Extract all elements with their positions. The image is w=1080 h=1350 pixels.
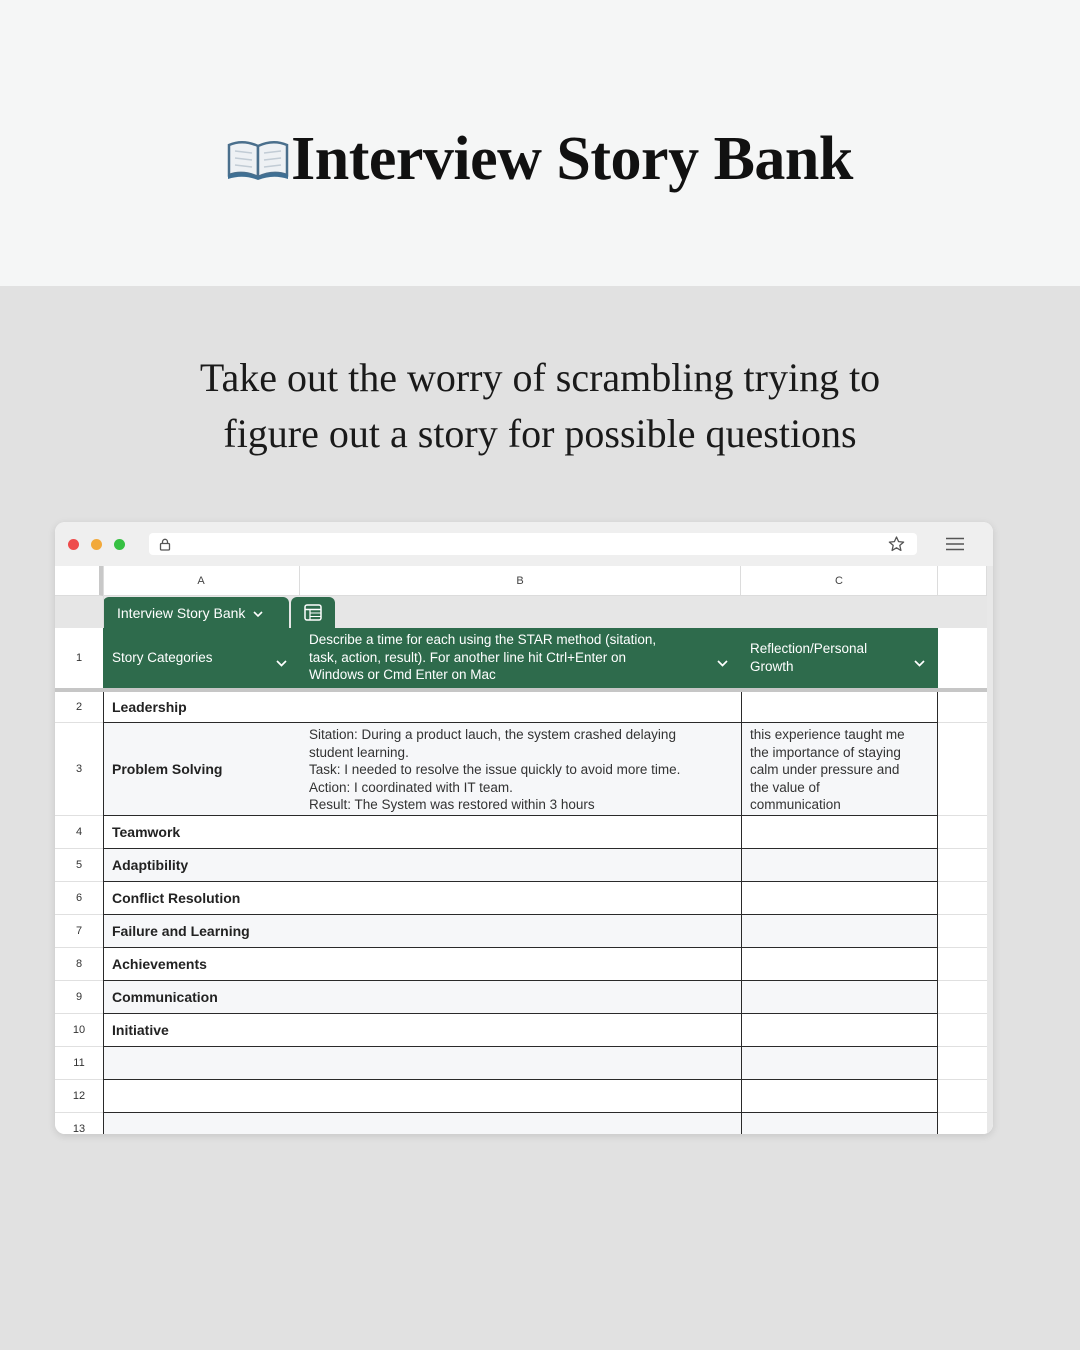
reflection-line: this experience taught me <box>750 727 905 742</box>
table-row[interactable] <box>103 1047 938 1080</box>
category-cell: Leadership <box>112 699 187 715</box>
reflection-line: the importance of staying <box>750 744 901 760</box>
table-row[interactable] <box>103 1080 938 1113</box>
chevron-down-icon[interactable] <box>914 654 925 672</box>
table-view-button[interactable] <box>291 597 335 628</box>
row-number[interactable]: 5 <box>75 859 83 871</box>
row-number[interactable]: 10 <box>72 1024 86 1036</box>
star-line: Sitation: During a product lauch, the system crashed delaying <box>309 727 676 742</box>
minimize-window-button[interactable] <box>91 539 102 550</box>
header-label-line: Reflection/Personal <box>750 641 868 656</box>
table-row[interactable] <box>103 915 938 948</box>
row-number[interactable]: 8 <box>75 958 83 970</box>
column-header-c[interactable]: C <box>741 566 938 596</box>
select-all-corner[interactable] <box>55 566 103 596</box>
table-row[interactable] <box>103 1014 938 1047</box>
chevron-down-icon <box>253 605 263 621</box>
hero-banner <box>0 0 1080 286</box>
category-cell: Teamwork <box>112 824 181 840</box>
header-cell-reflection[interactable] <box>741 628 938 688</box>
spreadsheet-grid <box>55 566 993 1134</box>
table-row[interactable] <box>103 948 938 981</box>
table-row[interactable] <box>103 692 938 723</box>
hamburger-menu-icon[interactable] <box>946 537 964 556</box>
row-number[interactable]: 7 <box>75 925 83 937</box>
category-cell: Adaptibility <box>112 857 189 873</box>
close-window-button[interactable] <box>68 539 79 550</box>
table-row[interactable] <box>103 1113 938 1134</box>
header-label-line: Windows or Cmd Enter on Mac <box>309 667 496 682</box>
star-line: Task: I needed to resolve the issue quickly to avoid more time. <box>309 762 681 777</box>
row-number[interactable]: 13 <box>72 1123 86 1134</box>
star-line: student learning. <box>309 744 409 760</box>
row-number[interactable]: 1 <box>75 652 83 664</box>
header-cell-story-categories[interactable] <box>103 628 300 688</box>
row-number[interactable]: 4 <box>75 826 83 838</box>
title-text: Interview Story Bank <box>291 125 853 193</box>
table-row[interactable] <box>103 882 938 915</box>
category-cell: Failure and Learning <box>112 923 250 939</box>
column-header-d[interactable] <box>938 566 987 596</box>
star-story-cell[interactable] <box>309 726 739 814</box>
chevron-down-icon[interactable] <box>717 654 728 672</box>
page-title <box>0 124 1080 195</box>
table-icon <box>304 604 322 621</box>
row-number[interactable]: 6 <box>75 892 83 904</box>
header-label-line: task, action, result). For another line hit Ctrl+Enter on <box>309 649 627 665</box>
reflection-line: calm under pressure and <box>750 762 900 777</box>
reflection-line: the value of <box>750 779 820 795</box>
row-number[interactable]: 3 <box>75 763 83 775</box>
header-label-line: Describe a time for each using the STAR method (sitation, <box>309 632 657 647</box>
maximize-window-button[interactable] <box>114 539 125 550</box>
browser-window <box>55 522 993 1134</box>
reflection-cell[interactable] <box>750 726 935 814</box>
browser-toolbar <box>55 522 993 566</box>
category-cell: Problem Solving <box>112 761 223 777</box>
chevron-down-icon[interactable] <box>276 654 287 672</box>
star-line: Result: The System was restored within 3 hours <box>309 797 595 812</box>
column-header-a[interactable]: A <box>103 566 300 596</box>
category-cell: Conflict Resolution <box>112 890 241 906</box>
row-number[interactable]: 11 <box>73 1057 85 1069</box>
reflection-line: communication <box>750 797 841 812</box>
subtitle-line-2: figure out a story for possible questions <box>223 411 857 456</box>
header-cell-star-method[interactable] <box>300 628 741 688</box>
category-cell: Communication <box>112 989 218 1005</box>
open-book-icon <box>227 126 289 170</box>
lock-icon <box>159 538 171 556</box>
column-header-b[interactable]: B <box>300 566 741 596</box>
table-row[interactable] <box>103 816 938 849</box>
category-cell: Achievements <box>112 956 207 972</box>
subtitle-line-1: Take out the worry of scrambling trying to <box>199 355 881 400</box>
row-number[interactable]: 2 <box>75 701 83 713</box>
table-row[interactable] <box>103 981 938 1014</box>
star-icon[interactable] <box>888 536 905 557</box>
star-line: Action: I coordinated with IT team. <box>309 779 513 795</box>
row-number[interactable]: 9 <box>75 991 83 1003</box>
table-name-label: Interview Story Bank <box>117 604 246 621</box>
table-row[interactable] <box>103 849 938 882</box>
header-label: Story Categories <box>112 650 213 665</box>
header-label-line: Growth <box>750 659 794 674</box>
table-name-tab[interactable] <box>103 597 289 628</box>
row-number[interactable]: 12 <box>72 1090 86 1102</box>
table-row[interactable] <box>103 723 938 816</box>
address-bar[interactable] <box>149 533 917 555</box>
category-cell: Initiative <box>112 1022 169 1038</box>
